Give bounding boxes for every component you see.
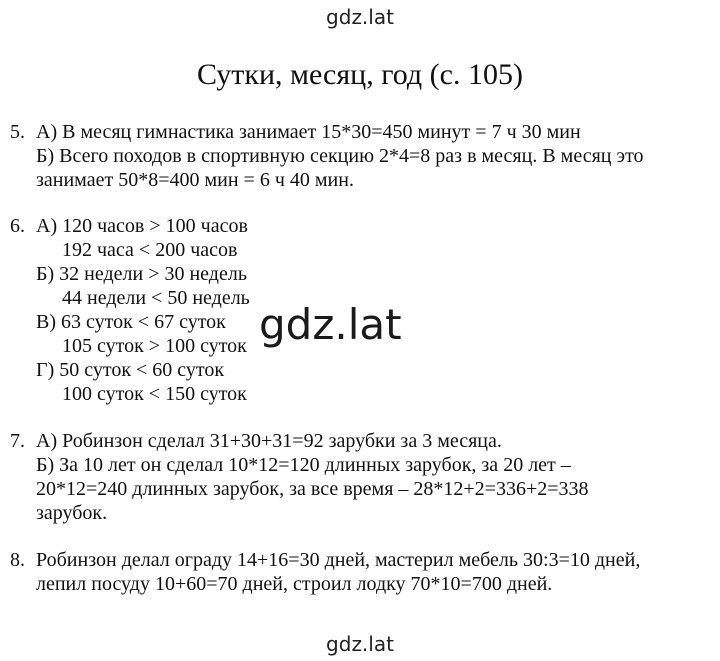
task-7-line-b: Б) За 10 лет он сделал 10*12=120 длинных зарубок, за 20 лет – [36,454,571,476]
task-8-number: 8. [10,549,25,571]
task-8-line-b: лепил посуду 10+60=70 дней, строил лодку 70*10=700 дней. [36,573,553,595]
task-6-line-b2: 44 недели < 50 недель [62,287,250,309]
watermark-top: gdz.lat [326,5,394,29]
task-7-line-c: 20*12=240 длинных зарубок, за все время – 28*12+2=336+2=338 [36,478,589,500]
watermark-bottom: gdz.lat [326,632,394,656]
task-5-line-a: А) В месяц гимнастика занимает 15*30=450 минут = 7 ч 30 мин [36,121,581,143]
watermark-middle: gdz.lat [259,300,402,349]
task-6-line-a2: 192 часа < 200 часов [62,239,238,261]
page-title: Сутки, месяц, год (с. 105) [197,58,523,91]
task-7-number: 7. [10,430,25,452]
task-5-number: 5. [10,121,25,143]
task-6-number: 6. [10,215,25,237]
task-8-line-a: Робинзон делал ограду 14+16=30 дней, мастерил мебель 30:3=10 дней, [36,549,641,571]
task-6-line-c2: 105 суток > 100 суток [62,335,247,357]
task-7-line-a: А) Робинзон сделал 31+30+31=92 зарубки за 3 месяца. [36,430,502,452]
task-5-line-b: Б) Всего походов в спортивную секцию 2*4=8 раз в месяц. В месяц это [36,145,644,167]
task-5-line-c: занимает 50*8=400 мин = 6 ч 40 мин. [36,169,354,191]
task-6-line-c1: В) 63 суток < 67 суток [36,311,226,333]
task-6-line-b1: Б) 32 недели > 30 недель [36,263,247,285]
task-6-line-a1: А) 120 часов > 100 часов [36,215,248,237]
task-7-line-d: зарубок. [36,502,108,524]
task-6-line-d2: 100 суток < 150 суток [62,383,247,405]
task-6-line-d1: Г) 50 суток < 60 суток [36,359,225,381]
